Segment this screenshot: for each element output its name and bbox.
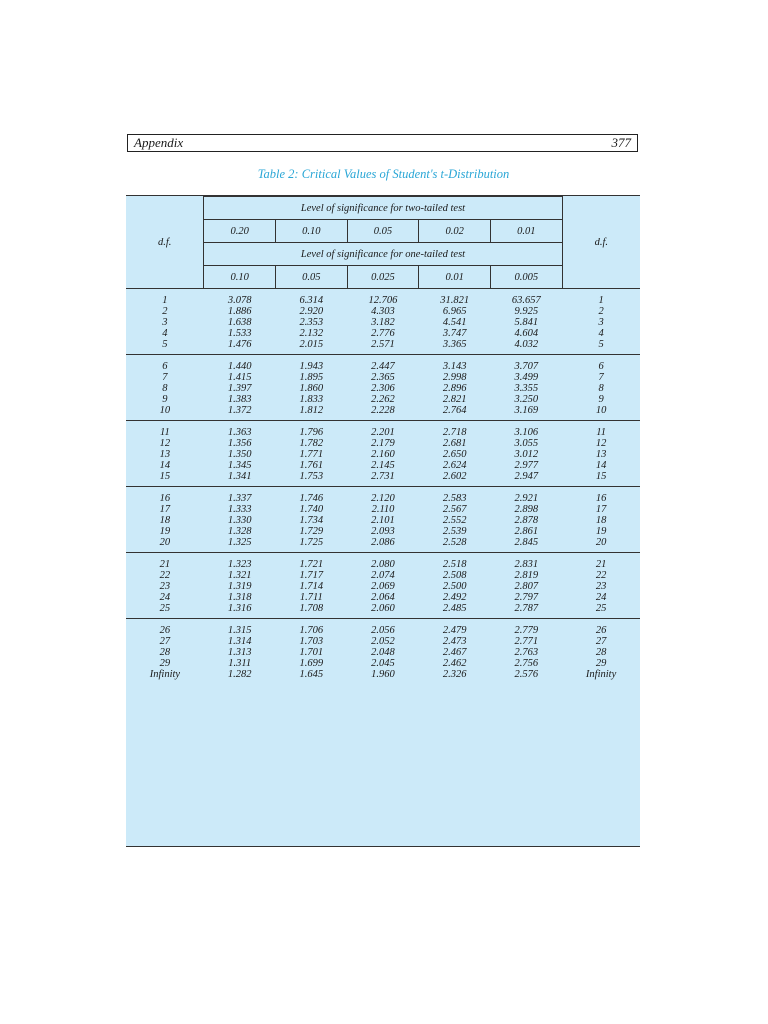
value-cell: 2.998: [442, 372, 467, 383]
df-cell-right: 4: [598, 328, 604, 339]
table-row: [126, 355, 640, 373]
df-cell-left: 16: [126, 487, 204, 505]
table-row: [126, 581, 640, 592]
value-cell: 2.201: [347, 421, 419, 439]
value-cell: 1.415: [227, 372, 252, 383]
value-cell: 2.583: [419, 487, 491, 505]
value-cell: 1.311: [228, 658, 252, 669]
value-cell: 2.056: [347, 619, 419, 637]
table-row: [126, 487, 640, 505]
value-cell: 2.898: [514, 504, 539, 515]
table-row: [126, 328, 640, 339]
value-cell: 2.074: [371, 570, 395, 581]
df-header-left: d.f.: [157, 236, 172, 248]
df-cell-right: 28: [595, 647, 607, 658]
value-cell: 2.132: [299, 328, 324, 339]
df-cell-right: 9: [598, 394, 604, 405]
value-cell: 2.763: [514, 647, 539, 658]
value-cell: 1.708: [299, 603, 324, 614]
df-cell-right: 16: [562, 487, 640, 505]
value-cell: 2.508: [442, 570, 467, 581]
df-cell-left: 20: [159, 537, 171, 548]
value-cell: 2.492: [442, 592, 467, 603]
df-cell-left: 27: [159, 636, 171, 647]
value-cell: 2.326: [442, 669, 467, 680]
value-cell: 2.602: [442, 471, 467, 482]
value-cell: 2.306: [371, 383, 395, 394]
value-cell: 2.080: [347, 553, 419, 571]
value-cell: 3.355: [514, 383, 539, 394]
value-cell: 1.960: [371, 669, 395, 680]
df-cell-left: 22: [159, 570, 171, 581]
df-cell-right: 6: [562, 355, 640, 373]
value-cell: 2.821: [442, 394, 467, 405]
value-cell: 1.476: [227, 339, 252, 350]
value-cell: 2.228: [371, 405, 395, 416]
value-cell: 2.776: [371, 328, 395, 339]
value-cell: 2.681: [442, 438, 467, 449]
df-cell-left: 2: [162, 306, 168, 317]
value-cell: 6.314: [275, 289, 347, 307]
value-cell: 1.725: [299, 537, 324, 548]
df-header-right: d.f.: [562, 197, 640, 289]
value-cell: 1.699: [299, 658, 324, 669]
value-cell: 4.032: [514, 339, 539, 350]
df-cell-right: 13: [595, 449, 607, 460]
value-cell: 1.645: [299, 669, 324, 680]
df-cell-left: 13: [159, 449, 171, 460]
df-cell-left: 4: [162, 328, 168, 339]
value-cell: 2.479: [419, 619, 491, 637]
value-cell: 2.473: [442, 636, 467, 647]
table-row: [126, 537, 640, 553]
df-cell-left: 14: [159, 460, 171, 471]
one-tailed-header: Level of significance for one-tailed test: [204, 243, 562, 266]
df-cell-left: 15: [159, 471, 171, 482]
value-cell: 2.896: [442, 383, 467, 394]
two-tailed-header: Level of significance for two-tailed test: [204, 197, 562, 220]
df-cell-right: 5: [598, 339, 604, 350]
value-cell: 1.325: [227, 537, 252, 548]
table-row: [126, 438, 640, 449]
two-tailed-level-3: 0.02: [419, 220, 491, 243]
value-cell: 2.120: [347, 487, 419, 505]
value-cell: 2.567: [442, 504, 467, 515]
value-cell: 1.943: [275, 355, 347, 373]
value-cell: 2.831: [491, 553, 563, 571]
value-cell: 5.841: [514, 317, 539, 328]
value-cell: 1.761: [299, 460, 324, 471]
value-cell: 3.182: [371, 317, 395, 328]
df-cell-right: 7: [598, 372, 604, 383]
value-cell: 1.714: [299, 581, 324, 592]
df-cell-left: 26: [126, 619, 204, 637]
one-tailed-level-2: 0.025: [347, 266, 419, 289]
value-cell: 1.318: [227, 592, 252, 603]
table-row: [126, 339, 640, 355]
df-cell-right: 23: [595, 581, 607, 592]
value-cell: 2.145: [371, 460, 395, 471]
table-row: [126, 647, 640, 658]
value-cell: 2.462: [442, 658, 467, 669]
table-caption: Table 2: Critical Values of Student's t-Distribution: [257, 167, 510, 181]
df-cell-left: 23: [159, 581, 171, 592]
df-cell-right: 18: [595, 515, 607, 526]
df-cell-left: 1: [126, 289, 204, 307]
table-row: [126, 515, 640, 526]
value-cell: 1.706: [275, 619, 347, 637]
value-cell: 2.718: [419, 421, 491, 439]
df-cell-left: 9: [162, 394, 168, 405]
value-cell: 1.282: [227, 669, 252, 680]
value-cell: 2.764: [442, 405, 467, 416]
value-cell: 1.729: [299, 526, 324, 537]
table-row: [126, 619, 640, 637]
df-cell-left: 24: [159, 592, 171, 603]
df-cell-right: 27: [595, 636, 607, 647]
section-title: Appendix: [134, 135, 184, 150]
value-cell: 2.756: [514, 658, 539, 669]
value-cell: 2.552: [442, 515, 467, 526]
df-cell-right: 11: [562, 421, 640, 439]
value-cell: 12.706: [347, 289, 419, 307]
table-row: [126, 658, 640, 669]
df-cell-left: 10: [159, 405, 171, 416]
value-cell: 1.383: [227, 394, 252, 405]
df-cell-right: 12: [595, 438, 607, 449]
two-tailed-level-4: 0.01: [491, 220, 563, 243]
value-cell: 2.500: [442, 581, 467, 592]
value-cell: 31.821: [419, 289, 491, 307]
value-cell: 2.045: [371, 658, 395, 669]
df-cell-left: 3: [162, 317, 168, 328]
df-cell-right: 20: [595, 537, 607, 548]
df-cell-left: 5: [162, 339, 168, 350]
one-tailed-level-3: 0.01: [419, 266, 491, 289]
table-row: [126, 372, 640, 383]
table-row: [126, 471, 640, 487]
value-cell: 1.812: [299, 405, 324, 416]
table-row: [126, 317, 640, 328]
value-cell: 3.365: [442, 339, 467, 350]
df-cell-right: Infinity: [585, 669, 617, 680]
value-cell: 3.012: [514, 449, 539, 460]
value-cell: 2.015: [299, 339, 324, 350]
value-cell: 1.711: [299, 592, 323, 603]
value-cell: 1.333: [227, 504, 252, 515]
table-row: [126, 383, 640, 394]
df-cell-right: 17: [595, 504, 607, 515]
table-row: [126, 504, 640, 515]
value-cell: 2.069: [371, 581, 395, 592]
df-cell-left: 7: [162, 372, 168, 383]
value-cell: 1.721: [275, 553, 347, 571]
value-cell: 4.604: [514, 328, 539, 339]
table-row: [126, 449, 640, 460]
value-cell: 1.740: [299, 504, 324, 515]
value-cell: 63.657: [491, 289, 563, 307]
value-cell: 2.064: [371, 592, 395, 603]
table-row: [126, 526, 640, 537]
value-cell: 2.807: [514, 581, 539, 592]
value-cell: 3.078: [204, 289, 276, 307]
value-cell: 1.315: [204, 619, 276, 637]
df-cell-left: 17: [159, 504, 171, 515]
value-cell: 3.499: [514, 372, 539, 383]
two-tailed-level-2: 0.05: [347, 220, 419, 243]
df-cell-left: 18: [159, 515, 171, 526]
value-cell: 2.771: [514, 636, 539, 647]
df-cell-right: 2: [598, 306, 604, 317]
table-row: [126, 553, 640, 571]
df-cell-left: 11: [126, 421, 204, 439]
value-cell: 1.886: [227, 306, 252, 317]
df-cell-right: 26: [562, 619, 640, 637]
value-cell: 1.638: [227, 317, 252, 328]
value-cell: 3.250: [514, 394, 539, 405]
value-cell: 2.485: [442, 603, 467, 614]
value-cell: 2.819: [514, 570, 539, 581]
value-cell: 1.316: [227, 603, 252, 614]
df-cell-right: 10: [595, 405, 607, 416]
value-cell: 1.796: [275, 421, 347, 439]
value-cell: 2.787: [514, 603, 539, 614]
df-cell-left: Infinity: [149, 669, 181, 680]
value-cell: 2.650: [442, 449, 467, 460]
value-cell: 2.052: [371, 636, 395, 647]
value-cell: 2.365: [371, 372, 395, 383]
value-cell: 1.397: [227, 383, 252, 394]
value-cell: 1.860: [299, 383, 324, 394]
value-cell: 2.110: [371, 504, 395, 515]
value-cell: 2.624: [442, 460, 467, 471]
value-cell: 2.060: [371, 603, 395, 614]
value-cell: 1.323: [204, 553, 276, 571]
value-cell: 2.086: [371, 537, 395, 548]
value-cell: 2.977: [514, 460, 539, 471]
value-cell: 1.314: [227, 636, 252, 647]
value-cell: 2.518: [419, 553, 491, 571]
t-distribution-table: [126, 195, 640, 847]
value-cell: 2.539: [442, 526, 467, 537]
df-cell-right: 3: [598, 317, 604, 328]
one-tailed-level-4: 0.005: [491, 266, 563, 289]
df-cell-left: 12: [159, 438, 171, 449]
two-tailed-level-0: 0.20: [204, 220, 276, 243]
value-cell: 1.328: [227, 526, 252, 537]
value-cell: 1.746: [275, 487, 347, 505]
two-tailed-level-1: 0.10: [275, 220, 347, 243]
critical-values-table: [126, 196, 640, 684]
table-row: [126, 405, 640, 421]
table-row: [126, 306, 640, 317]
value-cell: 9.925: [514, 306, 539, 317]
value-cell: 1.782: [299, 438, 324, 449]
value-cell: 2.048: [371, 647, 395, 658]
value-cell: 2.179: [371, 438, 395, 449]
df-cell-right: 29: [595, 658, 607, 669]
value-cell: 2.779: [491, 619, 563, 637]
value-cell: 2.921: [491, 487, 563, 505]
df-cell-right: 8: [598, 383, 604, 394]
table-row: [126, 603, 640, 619]
one-tailed-level-0: 0.10: [204, 266, 276, 289]
df-cell-left: 8: [162, 383, 168, 394]
value-cell: 2.528: [442, 537, 467, 548]
value-cell: 2.353: [299, 317, 324, 328]
value-cell: 1.372: [227, 405, 252, 416]
df-cell-left: 19: [159, 526, 171, 537]
df-cell-left: 29: [159, 658, 171, 669]
value-cell: 1.440: [204, 355, 276, 373]
value-cell: 4.303: [371, 306, 395, 317]
value-cell: 1.341: [227, 471, 252, 482]
df-cell-right: 22: [595, 570, 607, 581]
df-cell-right: 14: [595, 460, 607, 471]
value-cell: 2.447: [347, 355, 419, 373]
value-cell: 1.363: [204, 421, 276, 439]
page-header: [127, 134, 638, 152]
value-cell: 1.313: [227, 647, 252, 658]
table-row: [126, 669, 640, 684]
value-cell: 1.356: [227, 438, 252, 449]
value-cell: 2.731: [371, 471, 395, 482]
df-cell-right: 15: [595, 471, 607, 482]
value-cell: 2.878: [514, 515, 539, 526]
df-cell-right: 25: [595, 603, 607, 614]
df-cell-left: 21: [126, 553, 204, 571]
value-cell: 2.160: [371, 449, 395, 460]
value-cell: 1.350: [227, 449, 252, 460]
value-cell: 1.337: [204, 487, 276, 505]
value-cell: 1.533: [227, 328, 252, 339]
df-cell-right: 1: [562, 289, 640, 307]
df-cell-left: 28: [159, 647, 171, 658]
value-cell: 2.571: [371, 339, 395, 350]
value-cell: 1.330: [227, 515, 252, 526]
value-cell: 2.101: [371, 515, 395, 526]
table-row: [126, 394, 640, 405]
value-cell: 3.055: [514, 438, 539, 449]
one-tailed-level-1: 0.05: [275, 266, 347, 289]
value-cell: 2.467: [442, 647, 467, 658]
value-cell: 2.797: [514, 592, 539, 603]
value-cell: 2.947: [514, 471, 539, 482]
value-cell: 2.861: [514, 526, 539, 537]
table-row: [126, 592, 640, 603]
value-cell: 1.771: [299, 449, 324, 460]
table-row: [126, 460, 640, 471]
value-cell: 1.321: [227, 570, 252, 581]
value-cell: 3.143: [419, 355, 491, 373]
value-cell: 1.345: [227, 460, 252, 471]
value-cell: 1.717: [299, 570, 324, 581]
value-cell: 4.541: [442, 317, 467, 328]
value-cell: 1.734: [299, 515, 324, 526]
page-number: 377: [611, 135, 631, 150]
value-cell: 1.833: [299, 394, 324, 405]
table-row: [126, 570, 640, 581]
value-cell: 3.707: [491, 355, 563, 373]
df-cell-left: 6: [126, 355, 204, 373]
value-cell: 1.703: [299, 636, 324, 647]
value-cell: 2.262: [371, 394, 395, 405]
value-cell: 3.106: [491, 421, 563, 439]
value-cell: 3.169: [514, 405, 539, 416]
value-cell: 1.319: [227, 581, 252, 592]
value-cell: 2.920: [299, 306, 324, 317]
df-cell-left: 25: [159, 603, 171, 614]
table-row: [126, 636, 640, 647]
value-cell: 3.747: [442, 328, 467, 339]
df-cell-right: 21: [562, 553, 640, 571]
table-row: [126, 289, 640, 307]
value-cell: 2.093: [371, 526, 395, 537]
df-cell-right: 24: [595, 592, 607, 603]
value-cell: 2.845: [514, 537, 539, 548]
value-cell: 1.753: [299, 471, 324, 482]
value-cell: 1.701: [299, 647, 324, 658]
value-cell: 6.965: [442, 306, 467, 317]
value-cell: 2.576: [514, 669, 539, 680]
table-row: [126, 421, 640, 439]
df-cell-right: 19: [595, 526, 607, 537]
value-cell: 1.895: [299, 372, 324, 383]
